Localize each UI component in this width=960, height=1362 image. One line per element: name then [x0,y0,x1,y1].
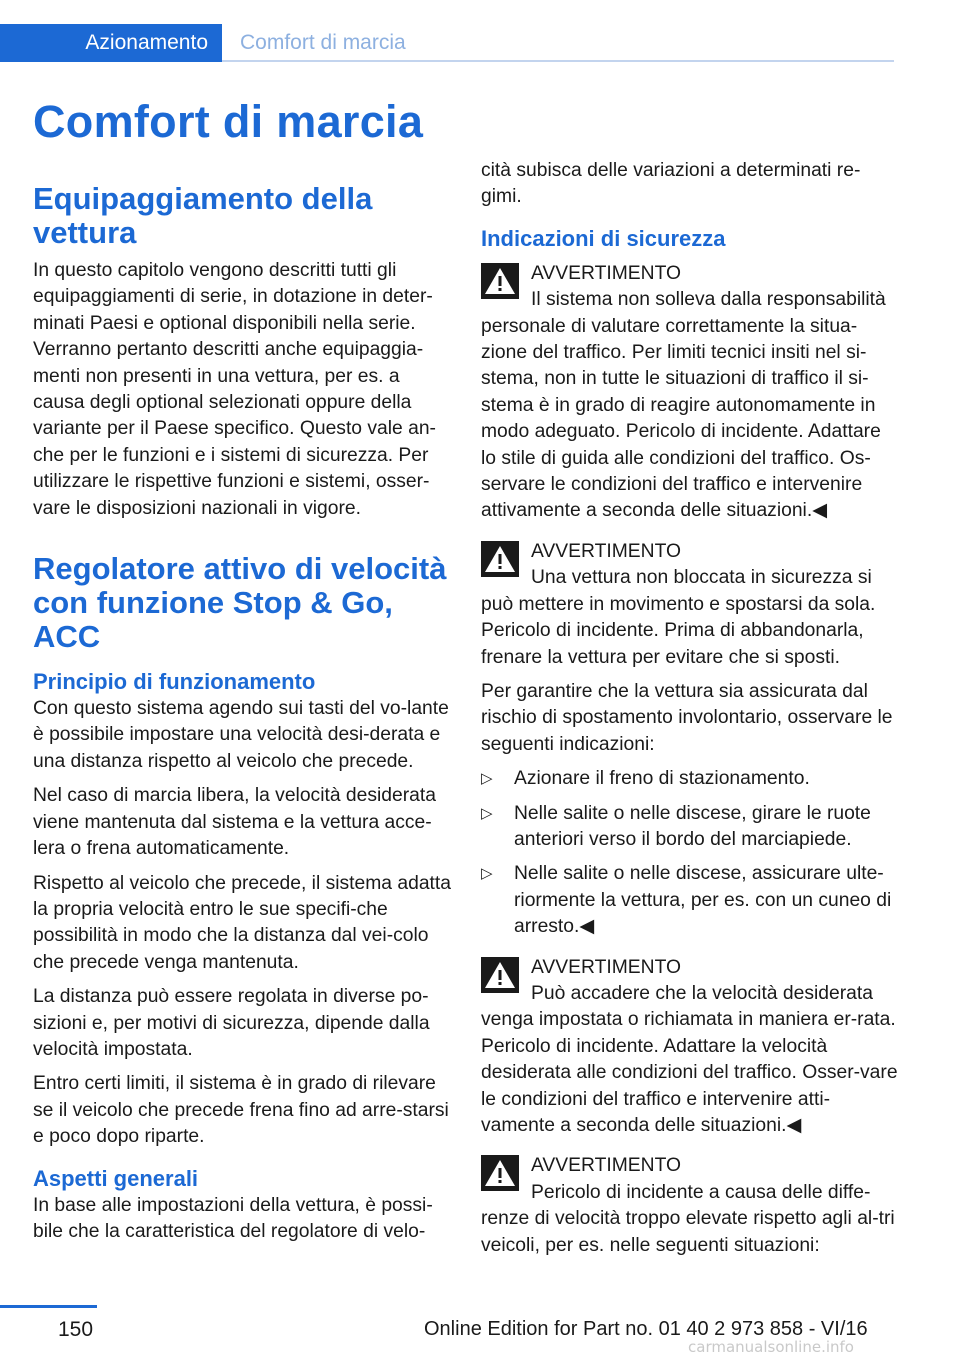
warning-block-3 [481,955,899,1008]
list-item-text: Nelle salite o nelle discese, assicurare ulte-riormente la vettura, per es. con un cuneo di arresto.◀ [514,863,892,938]
paragraph-principio-2: Nel caso di marcia libera, la velocità desiderata viene mantenuta dal sistema e la vettura acce-lera o frena automaticamente. [33,785,436,860]
warning-block-4 [481,1153,899,1206]
list-item [481,801,899,854]
warning-triangle-icon [481,541,519,577]
triangle-bullet-icon: ▷ [481,865,493,883]
page-number: 150 [58,1318,94,1341]
warning-triangle-icon [481,263,519,299]
list-item-text: Azionare il freno di stazionamento. [514,768,810,790]
header-divider [222,60,894,62]
list-item [481,766,899,792]
heading-aspetti: Aspetti generali [33,1165,199,1191]
warning-title: AVVERTIMENTO [531,540,681,562]
heading-acc: Regolatore attivo di velocità con funzione Stop & Go, ACC [33,551,447,655]
right-column [481,158,899,1259]
warning-block-1 [481,261,899,314]
warning-title: AVVERTIMENTO [531,1155,681,1177]
tab-azionamento[interactable]: Azionamento [0,24,222,62]
paragraph-continued: cità subisca delle variazioni a determinati re-gimi. [481,160,861,208]
warning-triangle-icon [481,957,519,993]
paragraph-principio-4: La distanza può essere regolata in diverse po-sizioni e, per motivi di sicurezza, dipende dalla velocità impostata. [33,986,430,1060]
watermark: carmanualsonline.info [688,1338,854,1356]
warning-block-2 [481,539,899,592]
list-item [481,861,899,940]
warning-title: AVVERTIMENTO [531,956,681,978]
warning-first-line: Pericolo di incidente a causa delle diffe- [531,1181,871,1203]
warning-first-line: Può accadere che la velocità desiderata [531,982,873,1004]
heading-principio: Principio di funzionamento [33,669,316,695]
paragraph-garantire: Per garantire che la vettura sia assicurata dal rischio di spostamento involontario, osservare le seguenti indicazioni: [481,680,893,755]
paragraph-principio-5: Entro certi limiti, il sistema è in grado di rilevare se il veicolo che precede frena fino ad arre-starsi e poco dopo riparte. [33,1073,449,1148]
warning-text: renze di velocità troppo elevate rispetto agli al-tri veicoli, per es. nelle seguenti situazioni: [481,1208,895,1256]
warning-title: AVVERTIMENTO [531,262,681,284]
heading-equipaggiamento: Equipaggiamento della vettura [33,181,373,250]
heading-sicurezza: Indicazioni di sicurezza [481,225,726,251]
triangle-bullet-icon: ▷ [481,804,493,822]
warning-text: può mettere in movimento e spostarsi da sola. Pericolo di incidente. Prima di abbandonarla, frenare la vettura per evitare che si sposti. [481,593,876,668]
triangle-bullet-icon: ▷ [481,770,493,788]
warning-text: venga impostata o richiamata in maniera er-rata. Pericolo di incidente. Adattare la velocità desiderata alle condizioni del traffico. Osser-vare le condizioni del traffico e intervenire atti-vamente a seconda delle situazioni.◀ [481,1009,898,1136]
warning-first-line: Una vettura non bloccata in sicurezza si [531,567,872,589]
warning-triangle-icon [481,1155,519,1191]
edition-text: Online Edition for Part no. 01 40 2 973 858 - VI/16 [424,1318,868,1340]
paragraph-aspetti: In base alle impostazioni della vettura, è possi-bile che la caratteristica del regolatore di velo- [33,1194,433,1242]
tab-comfort-di-marcia[interactable]: Comfort di marcia [240,31,406,54]
page-title: Comfort di marcia [33,96,424,147]
left-column [33,182,453,1245]
list-item-text: Nelle salite o nelle discese, girare le ruote anteriori verso il bordo del marciapiede. [514,802,871,850]
footer-divider [0,1305,97,1308]
warning-first-line: Il sistema non solleva dalla responsabilità [531,289,886,311]
paragraph-principio-1: Con questo sistema agendo sui tasti del vo-lante è possibile impostare una velocità desi-derata e una distanza rispetto al veicolo che precede. [33,698,449,772]
warning-text: personale di valutare correttamente la situa-zione del traffico. Per limiti tecnici insiti nel si-stema, non in tutte le situazioni di traffico il si-stema è in grado di reagire autonomamente in modo adeguato. Pericolo di incidente. Adattare lo stile di guida alle condizioni del traffico. Os-servare le condizioni del traffico e intervenire attivamente a seconda delle situazioni.◀ [481,315,881,522]
paragraph-principio-3: Rispetto al veicolo che precede, il sistema adatta la propria velocità entro le sue specifi-che possibilità in modo che la distanza dal vei-colo che precede venga mantenuta. [33,872,451,973]
paragraph-equipaggiamento: In questo capitolo vengono descritti tutti gli equipaggiamenti di serie, in dotazione in deter-minati Paesi e optional disponibili nella serie. Verranno pertanto descritti anche equipaggia-menti non presenti in una vettura, per es. a causa degli optional selezionati oppure della variante per il Paese specifico. Questo vale an-che per le funzioni e i sistemi di sicurezza. Per utilizzare le rispettive funzioni e sistemi, osser-vare le disposizioni nazionali in vigore. [33,260,436,519]
